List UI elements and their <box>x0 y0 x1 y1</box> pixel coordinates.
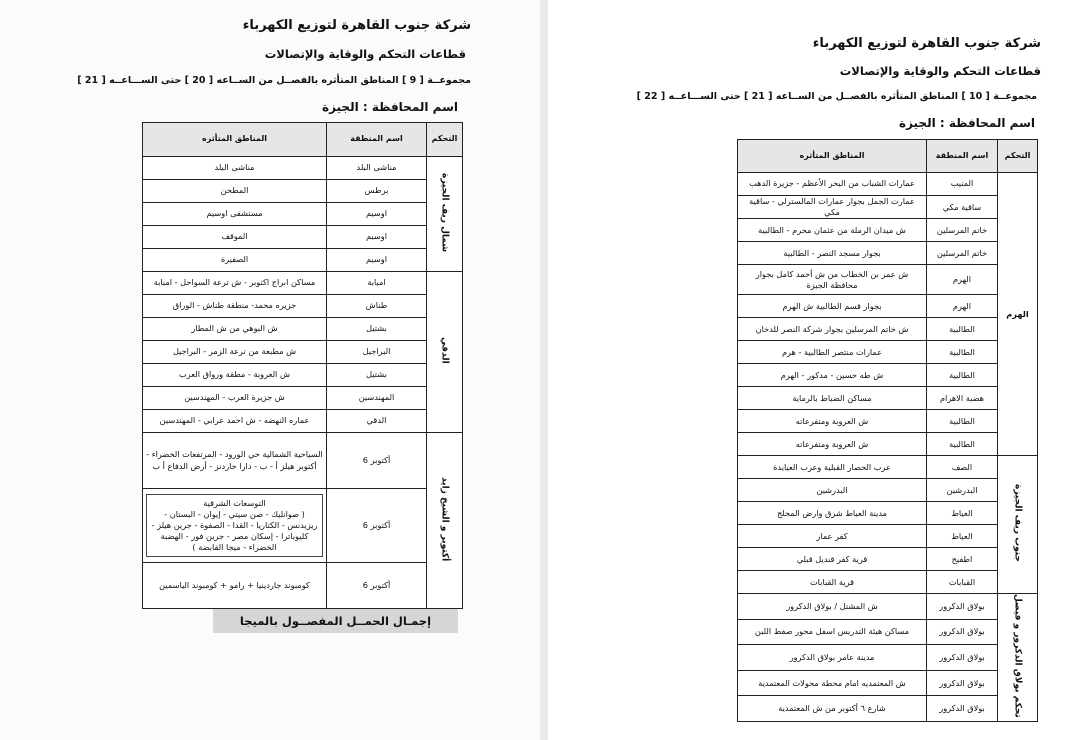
control-cell: شمال ريف الجيزة <box>427 157 463 272</box>
region-cell: الطالبية <box>927 318 998 341</box>
region-cell: بولاق الدكرور <box>927 645 998 671</box>
areas-cell: كومبوند جاردينيا + رامو + كومبوند الياسمين <box>143 563 327 609</box>
region-cell: الطالبية <box>927 341 998 364</box>
sector-name: قطاعات التحكم والوقاية والإتصالات <box>264 47 466 61</box>
areas-cell: مناشى البلد <box>143 157 327 180</box>
region-cell: العياط <box>927 502 998 525</box>
sector-name: قطاعات التحكم والوقاية والإتصالات <box>839 64 1041 78</box>
table-row <box>738 341 1038 364</box>
schedule-table <box>737 139 1038 722</box>
region-cell: الطالبية <box>927 410 998 433</box>
region-cell: المنيب <box>927 173 998 196</box>
page-gutter <box>540 0 548 740</box>
control-cell: أكتوبر و الشيخ زايد <box>427 433 463 609</box>
group-title: مجموعــة [ 9 ] المناطق المتأثره بالفصــل من الســاعه [ 20 ] حتى الســـاعــه [ 21 ] <box>77 75 471 86</box>
region-cell: العياط <box>927 525 998 548</box>
table-row <box>143 387 463 410</box>
areas-cell: ش المشتل / بولاق الدكرور <box>738 594 927 620</box>
table-row <box>738 696 1038 722</box>
header-region: اسم المنطقة <box>327 123 427 157</box>
company-name: شركة جنوب القاهرة لتوزيع الكهرباء <box>812 36 1041 51</box>
table-row <box>738 196 1038 219</box>
region-cell: بولاق الدكرور <box>927 670 998 696</box>
table-row <box>143 489 463 563</box>
areas-cell-title: التوسعات الشرقية <box>203 497 266 508</box>
areas-cell: عمارت الجمل بجوار عمارات المالسترلي - ساقية مكي <box>738 196 927 219</box>
total-load-banner: إجمـال الحمــل المفصــول بالميجا <box>213 609 458 633</box>
table-row <box>143 295 463 318</box>
left-page <box>0 0 540 740</box>
table-row <box>738 173 1038 196</box>
control-cell: الدقي <box>427 272 463 433</box>
areas-cell: عمارات الشباب من البحر الأعظم - جزيرة الدهب <box>738 173 927 196</box>
table-row <box>738 295 1038 318</box>
region-cell: هضبة الاهرام <box>927 387 998 410</box>
table-row <box>738 387 1038 410</box>
region-cell: اوسيم <box>327 249 427 272</box>
table-row <box>143 203 463 226</box>
table-row <box>738 242 1038 265</box>
control-cell: الهرم <box>998 173 1038 456</box>
table-row <box>143 341 463 364</box>
table-row <box>738 219 1038 242</box>
table-row <box>738 265 1038 295</box>
areas-cell: ش البوهي من ش المطار <box>143 318 327 341</box>
areas-cell: الصفيرة <box>143 249 327 272</box>
region-cell: بولاق الدكرور <box>927 594 998 620</box>
areas-cell: عرب الحصار القبلية وعرب العيايدة <box>738 456 927 479</box>
header-region: اسم المنطقة <box>927 140 998 173</box>
table-row <box>143 249 463 272</box>
governorate-title: اسم المحافظة : الجيزة <box>898 116 1035 130</box>
areas-cell: الموقف <box>143 226 327 249</box>
areas-cell: البدرشين <box>738 479 927 502</box>
table-row <box>143 226 463 249</box>
right-page <box>548 0 1087 740</box>
region-cell: طناش <box>327 295 427 318</box>
region-cell: الصف <box>927 456 998 479</box>
table-row <box>738 456 1038 479</box>
areas-cell: ش طه حسين - مدكور - الهرم <box>738 364 927 387</box>
table-row <box>738 525 1038 548</box>
control-cell: تحكم بولاق الدكرور و فيصل <box>998 594 1038 722</box>
table-row <box>143 410 463 433</box>
areas-cell <box>143 489 327 563</box>
governorate-title: اسم المحافظة : الجيزة <box>321 100 458 114</box>
region-cell: الهرم <box>927 265 998 295</box>
region-cell: اوسيم <box>327 226 427 249</box>
areas-cell: ش العروبة ومتفرعاته <box>738 433 927 456</box>
header-areas: المناطق المتأثره <box>738 140 927 173</box>
region-cell: بولاق الدكرور <box>927 696 998 722</box>
table-row <box>738 502 1038 525</box>
areas-cell: مدينة العياط شرق وارض المحلج <box>738 502 927 525</box>
region-cell: البدرشين <box>927 479 998 502</box>
table-row <box>738 571 1038 594</box>
region-cell: خاتم المرسلين <box>927 219 998 242</box>
table-row <box>738 410 1038 433</box>
region-cell: البراجيل <box>327 341 427 364</box>
region-cell: الدقي <box>327 410 427 433</box>
region-cell: مناشى البلد <box>327 157 427 180</box>
region-cell: أكتوبر 6 <box>327 433 427 489</box>
areas-cell: السياحية الشمالية حي الورود - المرتفعات الخضراء - أكتوبر هيلز أ - ب - دارا جاردنز - أرض الدفاع أ ب <box>143 433 327 489</box>
region-cell: اطفيح <box>927 548 998 571</box>
table-row <box>738 645 1038 671</box>
areas-cell: مساكن هيئة التدريس اسفل محور صفط اللبن <box>738 619 927 645</box>
areas-cell: عمارات منتصر الطالبية - هرم <box>738 341 927 364</box>
region-cell: بشتيل <box>327 364 427 387</box>
region-cell: المهندسين <box>327 387 427 410</box>
areas-cell: ش العروبة ومتفرعاته <box>738 410 927 433</box>
region-cell: خاتم المرسلين <box>927 242 998 265</box>
table-row <box>738 433 1038 456</box>
table-row <box>143 318 463 341</box>
region-cell: امبابة <box>327 272 427 295</box>
table-row <box>738 318 1038 341</box>
region-cell: القبابات <box>927 571 998 594</box>
table-row <box>738 548 1038 571</box>
header-areas: المناطق المتأثره <box>143 123 327 157</box>
control-cell: جنوب ريف الجيزة <box>998 456 1038 594</box>
areas-cell: ش جزيرة العرب - المهندسين <box>143 387 327 410</box>
table-row <box>143 433 463 489</box>
schedule-table <box>142 122 463 609</box>
table-row <box>143 180 463 203</box>
areas-cell: المطحن <box>143 180 327 203</box>
areas-cell: جزيره محمد- منطقة طناش - الوراق <box>143 295 327 318</box>
header-control: التحكم <box>998 140 1038 173</box>
areas-cell: ش العروبة - مطقة ورواق العرب <box>143 364 327 387</box>
areas-cell: شارع ٦ أكتوبر من ش المعتمدية <box>738 696 927 722</box>
areas-cell: مستشفى اوسيم <box>143 203 327 226</box>
areas-cell: قرية القبابات <box>738 571 927 594</box>
table-row <box>738 619 1038 645</box>
areas-cell: ش خاتم المرسلين بجوار شركة النصر للدخان <box>738 318 927 341</box>
table-row <box>143 364 463 387</box>
areas-cell: بجوار قسم الطالبية ش الهرم <box>738 295 927 318</box>
header-control: التحكم <box>427 123 463 157</box>
areas-cell: كفر عمار <box>738 525 927 548</box>
areas-cell: عماره النهضه - ش احمد عرابي - المهندسين <box>143 410 327 433</box>
region-cell: الهرم <box>927 295 998 318</box>
table-row <box>738 479 1038 502</box>
table-row <box>143 157 463 180</box>
areas-cell: ش ميدان الرملة من عثمان محرم - الطالبية <box>738 219 927 242</box>
areas-cell: ش المعتمديه امام محطة محولات المعتمدية <box>738 670 927 696</box>
areas-cell-list: ( صوانليك - صن سيتي - إيوان - البستان - ريزيدنس - الكتاريا - القدا - الصفوة - جرين هيلز - كليوباترا - إسكان مصر - جرين فور - الهضبة الخضراء - ميجا القابضة ) <box>151 508 318 553</box>
region-cell: بولاق الدكرور <box>927 619 998 645</box>
areas-cell: بجوار مسجد النصر - الطالبية <box>738 242 927 265</box>
table-row <box>738 670 1038 696</box>
region-cell: الطالبية <box>927 364 998 387</box>
region-cell: بشتيل <box>327 318 427 341</box>
region-cell: أكتوبر 6 <box>327 489 427 563</box>
table-row <box>738 364 1038 387</box>
table-row <box>738 594 1038 620</box>
areas-cell: قرية كفر قنديل قبلي <box>738 548 927 571</box>
region-cell: برطس <box>327 180 427 203</box>
region-cell: ساقية مكي <box>927 196 998 219</box>
table-row <box>143 563 463 609</box>
areas-cell: مساكن ابراج اكتوبر - ش ترعة السواحل - امبابة <box>143 272 327 295</box>
areas-cell: ش عمر بن الخطاب من ش أحمد كامل بجوار محافظة الجيزة <box>738 265 927 295</box>
areas-cell: مساكن الضباط بالرماية <box>738 387 927 410</box>
table-row <box>143 272 463 295</box>
areas-cell: ش مطبعة من ترعة الزمر - البراجيل <box>143 341 327 364</box>
region-cell: أكتوبر 6 <box>327 563 427 609</box>
group-title: مجموعــة [ 10 ] المناطق المتأثره بالفصــل من الســاعه [ 21 ] حتى الســـاعــه [ 22 ] <box>636 91 1037 102</box>
region-cell: الطالبية <box>927 433 998 456</box>
areas-cell: مدينة عامر بولاق الدكرور <box>738 645 927 671</box>
region-cell: اوسيم <box>327 203 427 226</box>
company-name: شركة جنوب القاهرة لتوزيع الكهرباء <box>242 18 471 33</box>
